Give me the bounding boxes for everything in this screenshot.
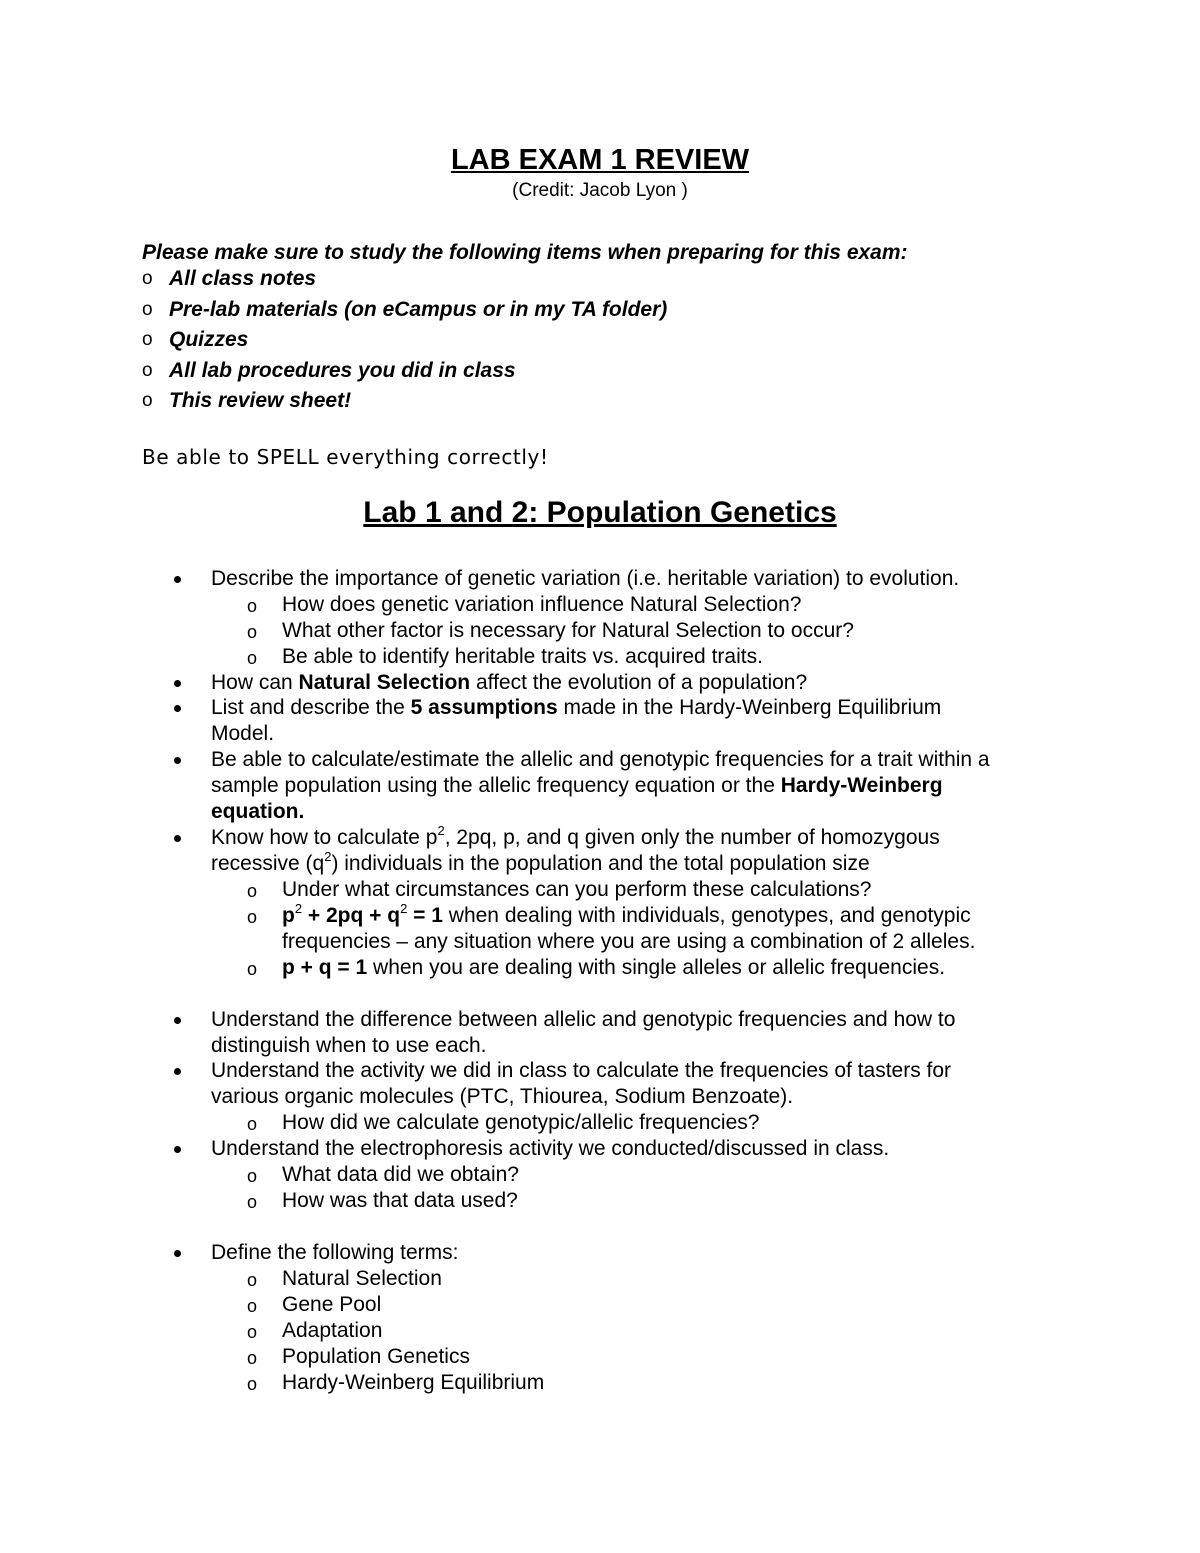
term-item: o Adaptation	[282, 1318, 382, 1344]
circle-bullet-icon: o	[247, 1114, 258, 1134]
bullet-item: Understand the electrophoresis activity we conducted/discussed in class.	[211, 1136, 889, 1162]
study-item-text: This review sheet!	[169, 389, 352, 413]
bullet-dot-icon	[174, 576, 181, 583]
credit-line: (Credit: Jacob Lyon )	[512, 180, 688, 201]
circle-bullet-icon: o	[247, 622, 258, 642]
section-title: Lab 1 and 2: Population Genetics	[363, 496, 837, 529]
circle-bullet-icon: o	[247, 1374, 258, 1394]
bullet-continuation: Model.	[211, 722, 275, 745]
bullet-dot-icon	[174, 680, 181, 687]
circle-bullet-icon: o	[142, 268, 153, 289]
bullet-item: How can Natural Selection affect the evolution of a population?	[211, 670, 807, 696]
bullet-item: Know how to calculate $p^2$, 2pq, p, and q given only the number of homozygous	[211, 825, 940, 851]
bullet-continuation: sample population using the allelic frequency equation or the Hardy-Weinberg	[211, 774, 943, 797]
circle-bullet-icon: o	[247, 1322, 258, 1342]
term-item: o Natural Selection	[282, 1266, 442, 1292]
circle-bullet-icon: o	[247, 648, 258, 668]
bullet-item: Be able to calculate/estimate the allelic and genotypic frequencies for a trait within a	[211, 747, 990, 773]
circle-bullet-icon: o	[142, 329, 153, 351]
circle-bullet-icon: o	[247, 959, 258, 979]
sub-bullet-continuation: frequencies – any situation where you are using a combination of 2 alleles.	[282, 930, 976, 953]
circle-bullet-icon: o	[247, 1296, 258, 1316]
bullet-continuation: various organic molecules (PTC, Thiourea, Sodium Benzoate).	[211, 1085, 794, 1108]
bullet-continuation: equation.	[211, 800, 305, 823]
sub-bullet-item: o How does genetic variation influence Natural Selection?	[282, 592, 801, 618]
bullet-continuation: recessive $(q^2)$ individuals in the population and the total population size	[211, 849, 870, 875]
circle-bullet-icon: o	[247, 1166, 258, 1186]
term-item: o Gene Pool	[282, 1292, 381, 1318]
circle-bullet-icon: o	[142, 359, 153, 381]
study-item	[142, 356, 667, 387]
document-title: LAB EXAM 1 REVIEW	[450, 144, 750, 176]
sub-bullet-item: o $p^2 + 2pq + q^2 = 1$ when dealing with individuals, genotypes, and genotypic	[282, 903, 971, 929]
circle-bullet-icon: o	[247, 1348, 258, 1368]
sub-bullet-item: o p + q = 1 when you are dealing with single alleles or allelic frequencies.	[282, 955, 945, 981]
bullet-dot-icon	[174, 1068, 181, 1075]
circle-bullet-icon: o	[142, 390, 153, 412]
sub-bullet-item: o What other factor is necessary for Natural Selection to occur?	[282, 618, 854, 644]
term-item: o Population Genetics	[282, 1344, 470, 1370]
circle-bullet-icon: o	[247, 596, 258, 616]
bullet-item: Describe the importance of genetic variation (i.e. heritable variation) to evolution.	[211, 566, 959, 592]
study-item	[142, 295, 667, 326]
study-list	[142, 264, 667, 417]
circle-bullet-icon: o	[247, 1270, 258, 1290]
sub-bullet-item: o How was that data used?	[282, 1188, 518, 1214]
study-intro: Please make sure to study the following items when preparing for this exam:	[142, 241, 908, 264]
spell-note: Be able to SPELL everything correctly!	[142, 445, 549, 469]
bullet-dot-icon	[174, 1250, 181, 1257]
bullet-dot-icon	[174, 705, 181, 712]
bullet-item: List and describe the 5 assumptions made in the Hardy-Weinberg Equilibrium	[211, 695, 941, 721]
circle-bullet-icon: o	[247, 881, 258, 901]
bullet-dot-icon	[174, 1017, 181, 1024]
circle-bullet-icon: o	[142, 298, 153, 320]
study-item-text: Pre-lab materials (on eCampus or in my TA folder)	[169, 297, 668, 321]
study-item	[142, 325, 667, 356]
sub-bullet-item: o How did we calculate genotypic/allelic frequencies?	[282, 1110, 759, 1136]
study-item-text: All class notes	[169, 267, 317, 290]
sub-bullet-item: o Be able to identify heritable traits vs. acquired traits.	[282, 644, 763, 670]
term-item: o Hardy-Weinberg Equilibrium	[282, 1370, 544, 1396]
circle-bullet-icon: o	[247, 1192, 258, 1212]
bullet-item: Understand the difference between allelic and genotypic frequencies and how to	[211, 1007, 955, 1033]
bullet-dot-icon	[174, 757, 181, 764]
bullet-item: Define the following terms:	[211, 1240, 458, 1266]
sub-bullet-item: o Under what circumstances can you perform these calculations?	[282, 877, 871, 903]
bullet-item: Understand the activity we did in class to calculate the frequencies of tasters for	[211, 1058, 951, 1084]
bullet-dot-icon	[174, 835, 181, 842]
circle-bullet-icon: o	[247, 907, 258, 927]
study-item	[142, 386, 667, 417]
bullet-dot-icon	[174, 1146, 181, 1153]
study-item-text: Quizzes	[169, 328, 249, 352]
study-item	[142, 264, 667, 295]
study-item-text: All lab procedures you did in class	[169, 358, 516, 382]
sub-bullet-item: o What data did we obtain?	[282, 1162, 519, 1188]
bullet-continuation: distinguish when to use each.	[211, 1034, 487, 1057]
